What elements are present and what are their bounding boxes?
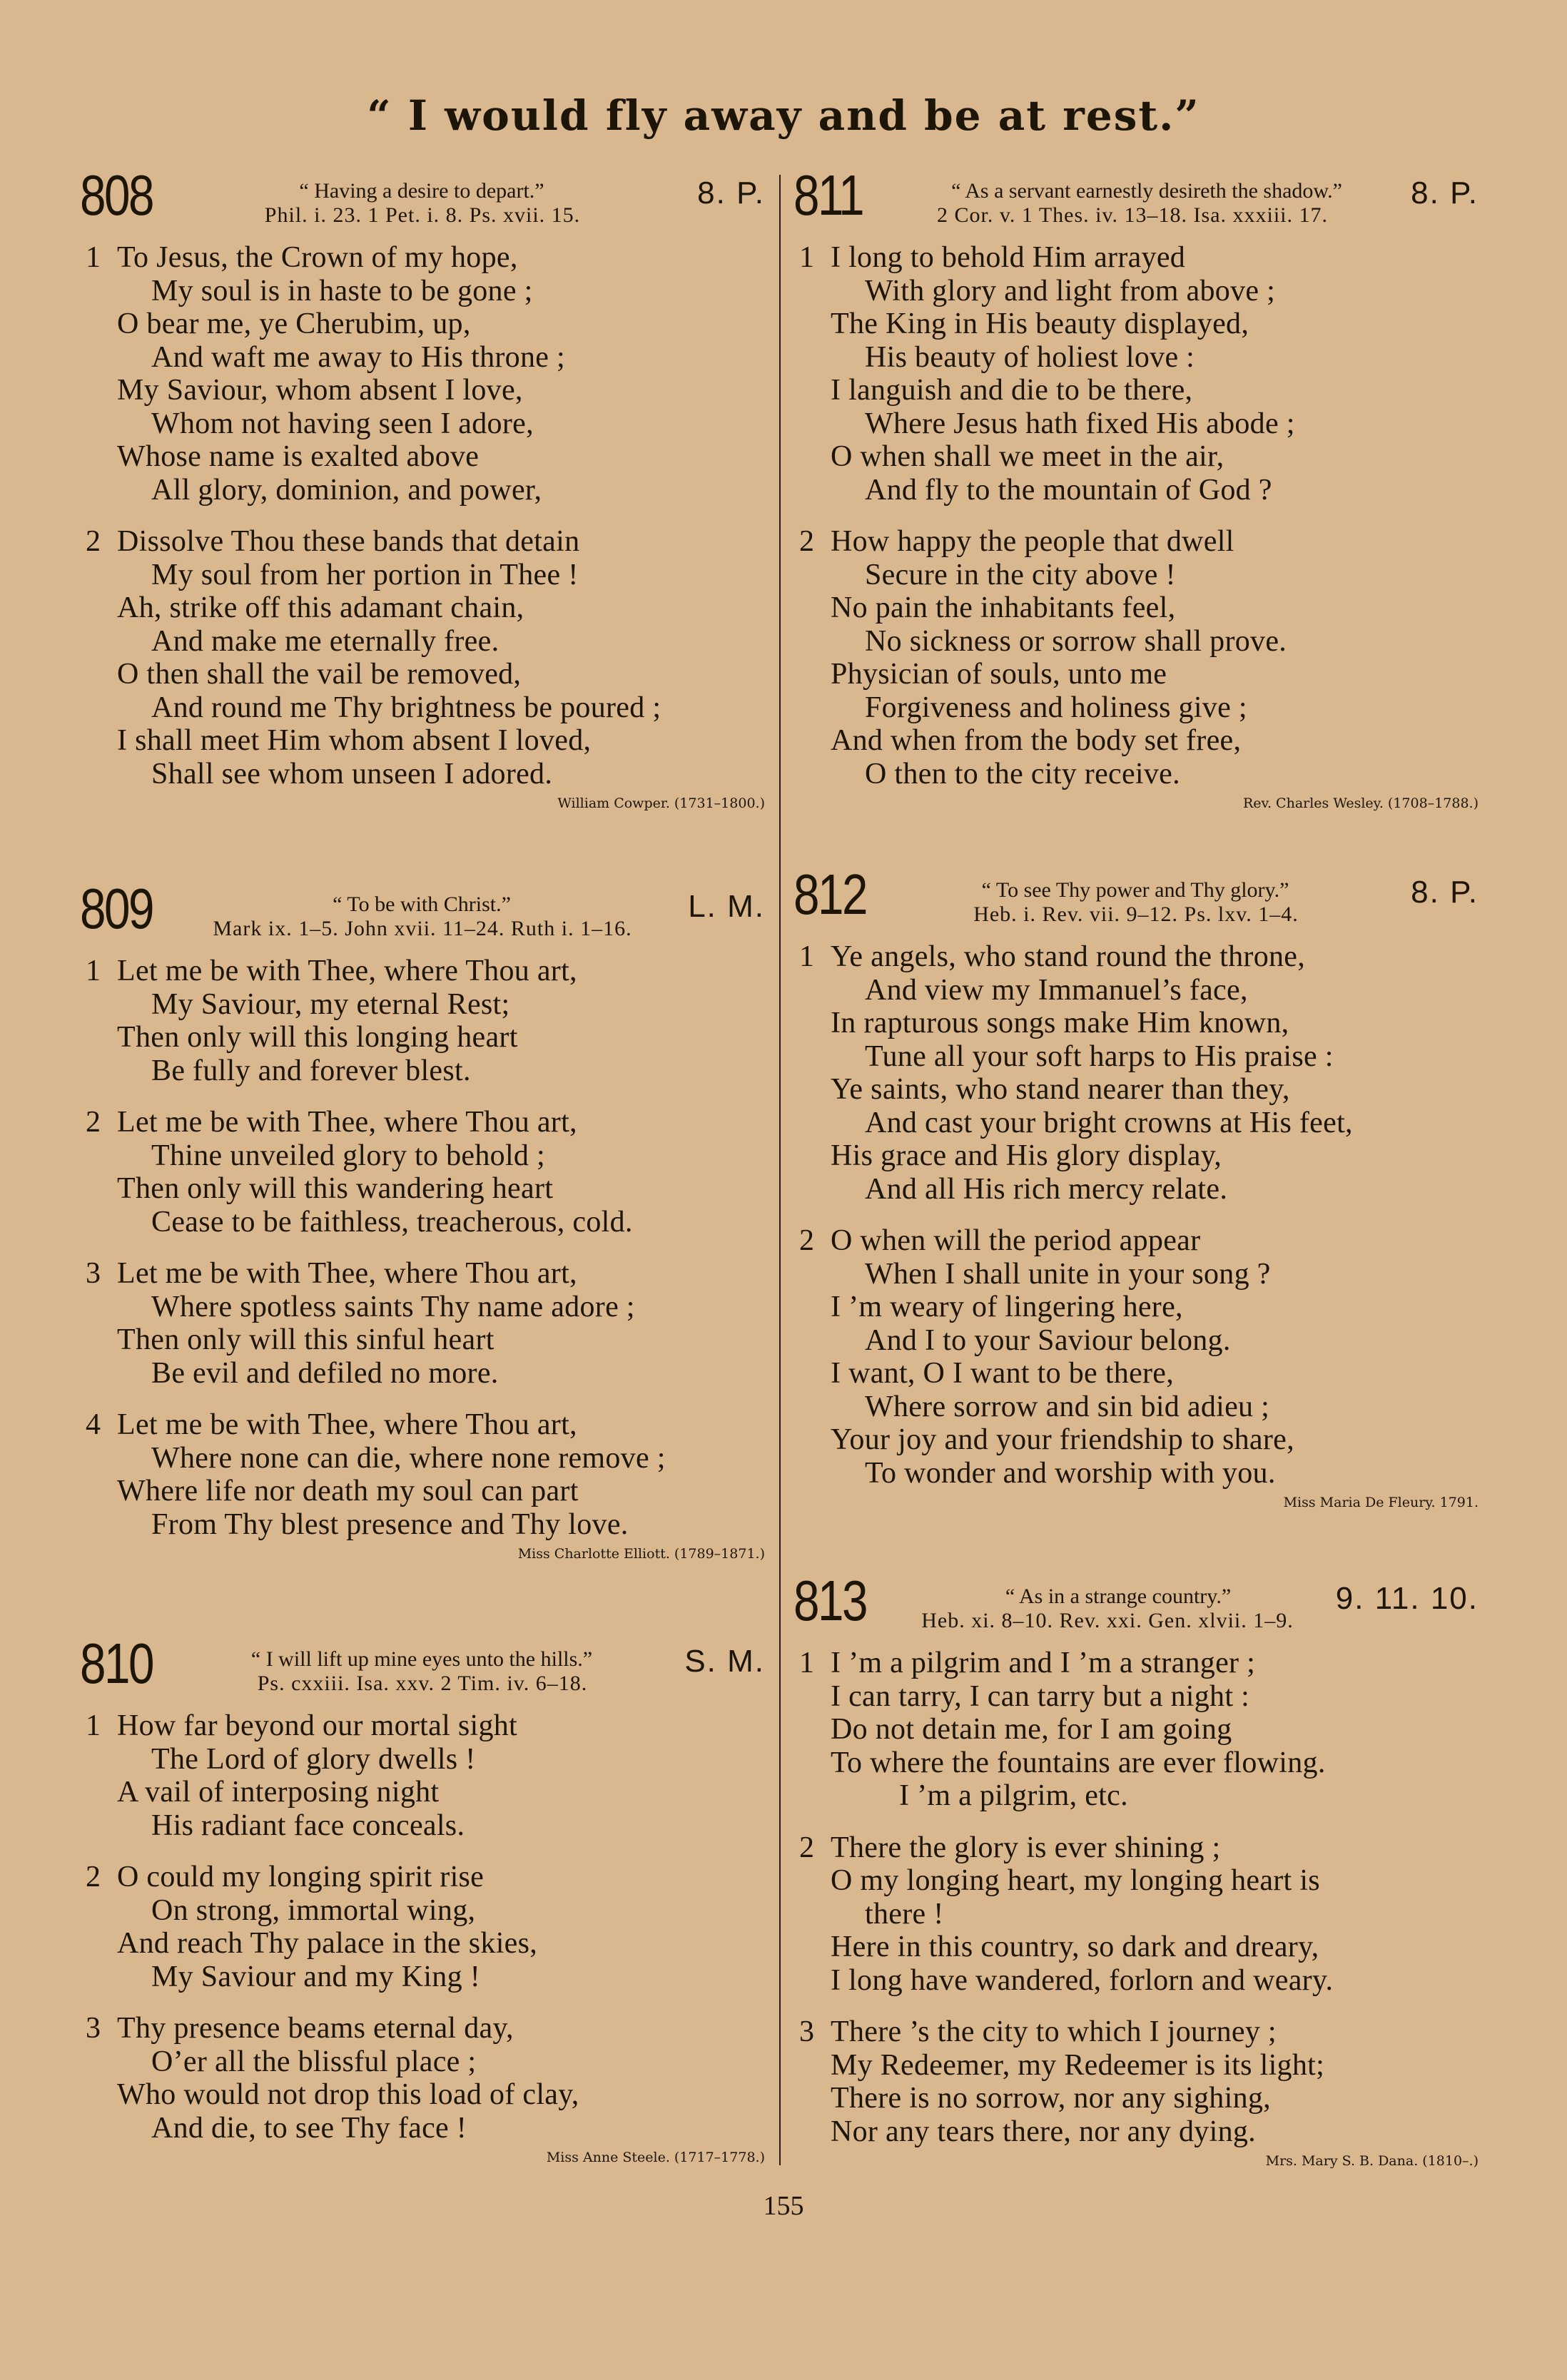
hymn-quote: “ Having a desire to depart.” (299, 179, 544, 203)
stanza (793, 525, 1479, 790)
hymn-header (80, 163, 765, 228)
verse-line: From Thy blest presence and Thy love. (151, 1507, 629, 1541)
hymn-number: 809 (80, 877, 153, 940)
scripture-refs: Heb. i. Rev. vii. 9–12. Ps. lxv. 1–4. (973, 902, 1299, 926)
verse-line-continuation: there ! (865, 1897, 944, 1931)
verse-line: No sickness or sorrow shall prove. (865, 624, 1287, 658)
verse-line: Shall see whom unseen I adored. (151, 757, 553, 790)
page-number: 155 (763, 2191, 804, 2221)
stanza-number: 1 (86, 241, 101, 274)
stanza (793, 1831, 1479, 1998)
refrain-line: I ’m a pilgrim, etc. (899, 1779, 1128, 1812)
stanza-number: 1 (799, 940, 814, 973)
hymn-header (793, 163, 1479, 228)
hymn-meter: 8. P. (1411, 875, 1479, 910)
verse-line: And make me eternally free. (151, 624, 499, 658)
hymn-meter: S. M. (684, 1644, 765, 1679)
hymn-header (80, 1632, 765, 1697)
verse-line: Whose name is exalted above (117, 440, 480, 473)
stanza (793, 2015, 1479, 2148)
verse-line: His grace and His glory display, (831, 1139, 1222, 1172)
verse-line: My Saviour, whom absent I love, (117, 374, 523, 407)
verse-line: The Lord of glory dwells ! (151, 1742, 476, 1776)
stanza (80, 1106, 765, 1239)
scripture-refs: Mark ix. 1–5. John xvii. 11–24. Ruth i. 1–16. (213, 917, 632, 940)
verse-line: With glory and light from above ; (865, 274, 1276, 307)
verse-line: Nor any tears there, nor any dying. (831, 2115, 1256, 2148)
verse-line: To where the fountains are ever flowing. (831, 1746, 1326, 1779)
verse-line: Ye angels, who stand round the throne, (831, 940, 1306, 973)
hymn-author: William Cowper. (1731–1800.) (557, 795, 765, 811)
verse-line: The King in His beauty displayed, (831, 307, 1249, 340)
hymn-number: 812 (793, 863, 867, 926)
verse-line: There ’s the city to which I journey ; (831, 2015, 1277, 2048)
stanza-number: 2 (799, 1224, 814, 1257)
verse-line: O when will the period appear (831, 1224, 1201, 1257)
stanza (80, 2012, 765, 2145)
verse-line: To Jesus, the Crown of my hope, (117, 241, 518, 274)
hymn-quote: “ As in a strange country.” (1005, 1585, 1232, 1608)
column-divider (779, 175, 781, 2165)
stanza (793, 940, 1479, 1206)
stanza-number: 2 (799, 1831, 814, 1864)
verse-line: Then only will this wandering heart (117, 1172, 554, 1205)
stanza-number: 2 (86, 1861, 101, 1893)
hymn-number: 810 (80, 1632, 153, 1695)
verse-line: In rapturous songs make Him known, (831, 1007, 1289, 1039)
verse-line: His radiant face conceals. (151, 1809, 465, 1842)
verse-line: O’er all the blissful place ; (151, 2045, 477, 2078)
verse-line: O bear me, ye Cherubim, up, (117, 307, 471, 340)
verse-line: Tune all your soft harps to His praise : (865, 1039, 1334, 1073)
verse-line: Let me be with Thee, where Thou art, (117, 1257, 577, 1290)
verse-line: Your joy and your friendship to share, (831, 1423, 1294, 1456)
hymn-number: 808 (80, 163, 153, 227)
verse-line: My Saviour, my eternal Rest; (151, 987, 510, 1021)
verse-line: My soul is in haste to be gone ; (151, 274, 533, 307)
verse-line: And view my Immanuel’s face, (865, 973, 1248, 1007)
hymn-number: 811 (793, 163, 863, 227)
hymn-author: Mrs. Mary S. B. Dana. (1810–.) (1265, 2153, 1479, 2169)
verse-line: Thy presence beams eternal day, (117, 2012, 514, 2045)
verse-line: All glory, dominion, and power, (151, 473, 542, 507)
verse-line: And die, to see Thy face ! (151, 2111, 467, 2145)
verse-line: Let me be with Thee, where Thou art, (117, 1106, 577, 1139)
stanza (80, 1257, 765, 1390)
verse-line: There is no sorrow, nor any sighing, (831, 2082, 1271, 2115)
verse-line: Here in this country, so dark and dreary, (831, 1931, 1319, 1963)
stanza-number: 2 (86, 525, 101, 558)
hymn-header (793, 863, 1479, 927)
verse-line: And all His rich mercy relate. (865, 1172, 1228, 1206)
verse-line: His beauty of holiest love : (865, 340, 1195, 374)
verse-line: O my longing heart, my longing heart is (831, 1864, 1320, 1897)
verse-line: Let me be with Thee, where Thou art, (117, 1408, 577, 1441)
verse-line: Physician of souls, unto me (831, 658, 1167, 691)
stanza-number: 3 (799, 2015, 814, 2048)
hymn-author: Miss Maria De Fleury. 1791. (1283, 1495, 1479, 1510)
verse-line: And round me Thy brightness be poured ; (151, 691, 661, 724)
verse-line: Secure in the city above ! (865, 558, 1176, 591)
verse-line: Then only will this longing heart (117, 1021, 518, 1054)
verse-line: There the glory is ever shining ; (831, 1831, 1221, 1864)
verse-line: And cast your bright crowns at His feet, (865, 1106, 1353, 1139)
verse-line: My Redeemer, my Redeemer is its light; (831, 2048, 1325, 2082)
verse-line: I long have wandered, forlorn and weary. (831, 1963, 1334, 1997)
stanza (80, 1861, 765, 1993)
hymn-quote: “ I will lift up mine eyes unto the hills.” (250, 1647, 593, 1671)
verse-line: I want, O I want to be there, (831, 1357, 1175, 1390)
stanza (793, 1647, 1479, 1813)
hymn-meter: 8. P. (1411, 176, 1479, 210)
verse-line: Where life nor death my soul can part (117, 1475, 579, 1507)
hymn-header (793, 1569, 1479, 1634)
verse-line: I shall meet Him whom absent I loved, (117, 724, 592, 757)
verse-line: Be fully and forever blest. (151, 1054, 471, 1087)
stanza (793, 1224, 1479, 1490)
verse-line: On strong, immortal wing, (151, 1893, 476, 1927)
stanza (80, 1709, 765, 1842)
verse-line: I ’m a pilgrim and I ’m a stranger ; (831, 1647, 1256, 1679)
verse-line: My Saviour and my King ! (151, 1960, 480, 1993)
stanza-number: 2 (86, 1106, 101, 1139)
hymn-quote: “ To be with Christ.” (333, 892, 511, 916)
scripture-refs: Heb. xi. 8–10. Rev. xxi. Gen. xlvii. 1–9. (921, 1609, 1294, 1632)
hymn-meter: L. M. (688, 889, 765, 924)
hymn-809 (80, 877, 765, 1564)
verse-line: A vail of interposing night (117, 1776, 440, 1809)
verse-line: I can tarry, I can tarry but a night : (831, 1679, 1250, 1713)
stanza (80, 955, 765, 1087)
verse-line: Ye saints, who stand nearer than they, (831, 1073, 1290, 1106)
verse-line: O could my longing spirit rise (117, 1861, 485, 1893)
verse-line: Forgiveness and holiness give ; (865, 691, 1247, 724)
scripture-refs: Phil. i. 23. 1 Pet. i. 8. Ps. xvii. 15. (264, 203, 581, 227)
stanza-number: 3 (86, 1257, 101, 1290)
stanza-number: 1 (86, 955, 101, 987)
verse-line: O then to the city receive. (865, 757, 1180, 790)
verse-line: How happy the people that dwell (831, 525, 1234, 558)
hymn-813 (793, 1569, 1479, 2171)
hymn-author: Miss Anne Steele. (1717–1778.) (546, 2150, 765, 2165)
verse-line: Thine unveiled glory to behold ; (151, 1139, 545, 1172)
verse-line: I languish and die to be there, (831, 374, 1193, 407)
hymn-811 (793, 163, 1479, 813)
hymn-meter: 8. P. (697, 176, 765, 210)
verse-line: Where spotless saints Thy name adore ; (151, 1290, 635, 1323)
verse-line: O when shall we meet in the air, (831, 440, 1224, 473)
stanza (80, 1408, 765, 1541)
verse-line: And when from the body set free, (831, 724, 1242, 757)
stanza-number: 1 (799, 1647, 814, 1679)
hymn-808 (80, 163, 765, 813)
verse-line: I ’m weary of lingering here, (831, 1291, 1183, 1323)
stanza-number: 1 (86, 1709, 101, 1742)
scripture-refs: 2 Cor. v. 1 Thes. iv. 13–18. Isa. xxxiii. 17. (936, 203, 1329, 227)
verse-line: O then shall the vail be removed, (117, 658, 522, 691)
verse-line: No pain the inhabitants feel, (831, 591, 1176, 624)
hymn-quote: “ To see Thy power and Thy glory.” (981, 878, 1289, 902)
verse-line: I long to behold Him arrayed (831, 241, 1186, 274)
verse-line: And fly to the mountain of God ? (865, 473, 1272, 507)
hymn-header (80, 877, 765, 942)
scripture-refs: Ps. cxxiii. Isa. xxv. 2 Tim. iv. 6–18. (257, 1672, 588, 1695)
verse-line: How far beyond our mortal sight (117, 1709, 518, 1742)
verse-line: When I shall unite in your song ? (865, 1257, 1271, 1291)
verse-line: And I to your Saviour belong. (865, 1323, 1231, 1357)
verse-line: To wonder and worship with you. (865, 1456, 1276, 1490)
stanza-number: 1 (799, 241, 814, 274)
verse-line: Where none can die, where none remove ; (151, 1441, 666, 1475)
verse-line: And waft me away to His throne ; (151, 340, 565, 374)
verse-line: Ah, strike off this adamant chain, (117, 591, 524, 624)
stanza (80, 241, 765, 507)
stanza (793, 241, 1479, 507)
verse-line: Be evil and defiled no more. (151, 1356, 499, 1390)
verse-line: Let me be with Thee, where Thou art, (117, 955, 577, 987)
verse-line: Where sorrow and sin bid adieu ; (865, 1390, 1270, 1423)
stanza-number: 2 (799, 525, 814, 558)
stanza-number: 4 (86, 1408, 101, 1441)
hymn-quote: “ As a servant earnestly desireth the shadow.” (951, 179, 1342, 203)
hymn-meter: 9. 11. 10. (1335, 1581, 1479, 1616)
stanza (80, 525, 765, 790)
page-title: “ I would fly away and be at rest.” (367, 91, 1200, 140)
hymn-author: Rev. Charles Wesley. (1708–1788.) (1242, 795, 1479, 811)
verse-line: Cease to be faithless, treacherous, cold. (151, 1205, 633, 1239)
hymn-author: Miss Charlotte Elliott. (1789–1871.) (517, 1546, 765, 1562)
hymn-number: 813 (793, 1569, 867, 1632)
stanza-number: 3 (86, 2012, 101, 2045)
verse-line: Dissolve Thou these bands that detain (117, 525, 580, 558)
verse-line: Who would not drop this load of clay, (117, 2078, 579, 2111)
verse-line: Where Jesus hath fixed His abode ; (865, 407, 1295, 440)
hymn-810 (80, 1632, 765, 2167)
verse-line: Do not detain me, for I am going (831, 1713, 1232, 1746)
hymn-812 (793, 863, 1479, 1512)
verse-line: And reach Thy palace in the skies, (117, 1927, 538, 1960)
verse-line: Then only will this sinful heart (117, 1323, 495, 1356)
verse-line: My soul from her portion in Thee ! (151, 558, 579, 591)
verse-line: Whom not having seen I adore, (151, 407, 534, 440)
